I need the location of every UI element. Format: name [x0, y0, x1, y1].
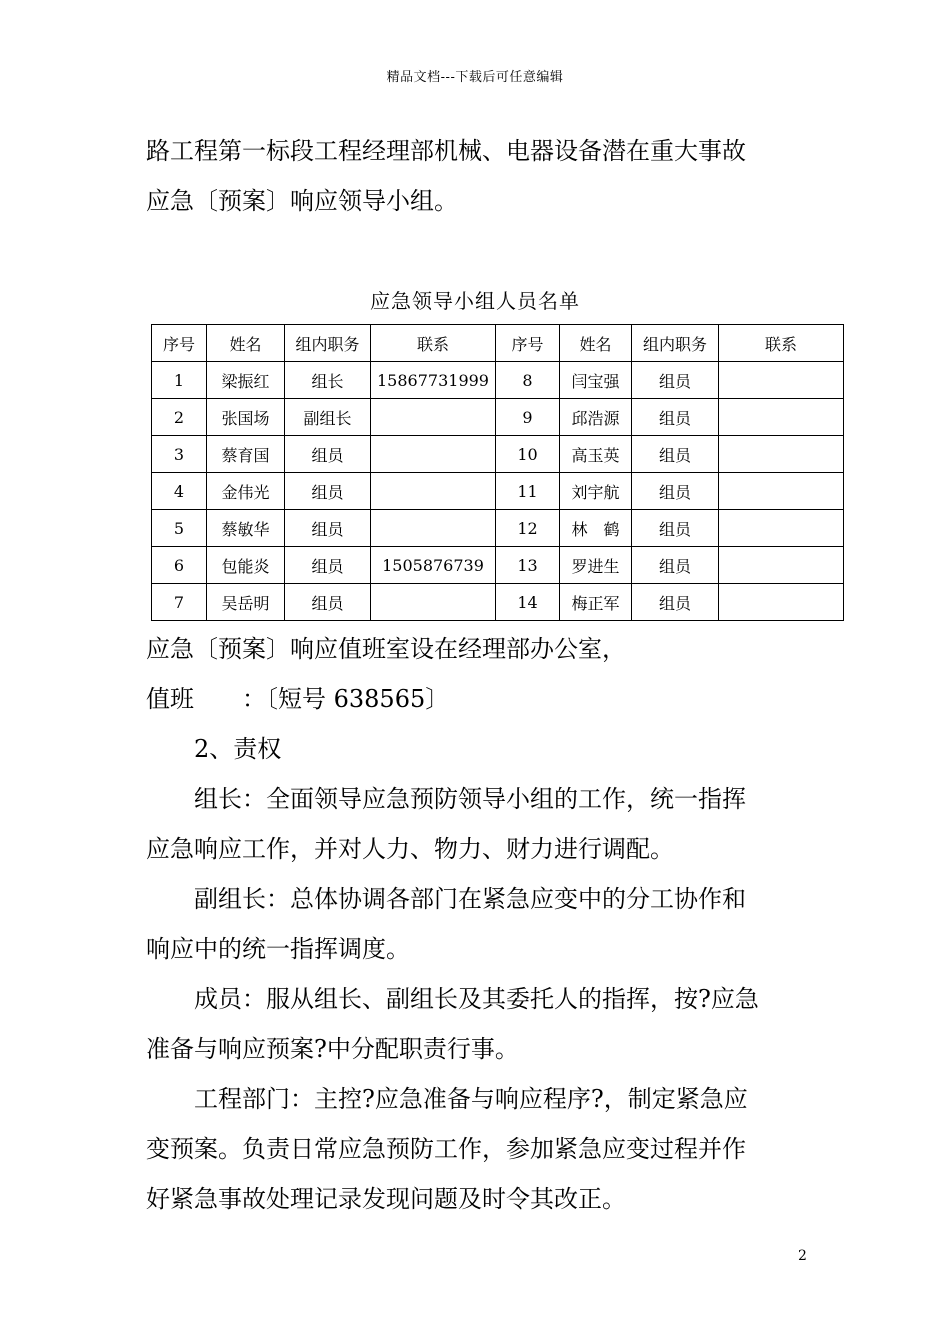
- table-row: [152, 547, 844, 584]
- table-cell: 蔡育国: [207, 436, 285, 473]
- table-row: [152, 362, 844, 399]
- table-cell: [719, 584, 844, 621]
- table-cell: 组员: [632, 473, 719, 510]
- table-row: [152, 473, 844, 510]
- table-cell: 组员: [285, 510, 371, 547]
- section-title: 2、责权: [194, 735, 282, 763]
- deputy-para-line-2: 响应中的统一指挥调度。: [146, 935, 410, 963]
- header-cell: 姓名: [560, 325, 632, 362]
- table-cell: 8: [496, 362, 560, 399]
- table-cell: 刘宇航: [560, 473, 632, 510]
- table-cell: 蔡敏华: [207, 510, 285, 547]
- table-cell: 7: [152, 584, 207, 621]
- table-cell: 9: [496, 399, 560, 436]
- table-cell: 6: [152, 547, 207, 584]
- table-row: [152, 399, 844, 436]
- header-cell: 姓名: [207, 325, 285, 362]
- table-cell: 组员: [632, 547, 719, 584]
- member-para-line-2: 准备与响应预案?中分配职责行事。: [146, 1035, 519, 1063]
- eng-para-line-2: 变预案。负责日常应急预防工作，参加紧急应变过程并作: [146, 1135, 746, 1163]
- table-cell: 10: [496, 436, 560, 473]
- leader-para-line-2: 应急响应工作，并对人力、物力、财力进行调配。: [146, 835, 674, 863]
- member-para-line-1: 成员：服从组长、副组长及其委托人的指挥，按?应急: [194, 985, 759, 1013]
- table-header-row: [152, 325, 844, 362]
- intro-line-1: 路工程第一标段工程经理部机械、电器设备潜在重大事故: [146, 137, 746, 165]
- table-cell: 4: [152, 473, 207, 510]
- duty-room-line: 应急〔预案〕响应值班室设在经理部办公室，: [146, 635, 626, 663]
- leader-para-line-1: 组长：全面领导应急预防领导小组的工作，统一指挥: [194, 785, 746, 813]
- table-cell: [719, 399, 844, 436]
- table-cell: 组员: [285, 436, 371, 473]
- header-cell: 联系: [719, 325, 844, 362]
- table-cell: 15867731999: [371, 362, 496, 399]
- table-cell: 吴岳明: [207, 584, 285, 621]
- table-row: [152, 436, 844, 473]
- header-cell: 联系: [371, 325, 496, 362]
- table-cell: 梅正军: [560, 584, 632, 621]
- table-cell: 5: [152, 510, 207, 547]
- table-cell: 组员: [632, 399, 719, 436]
- table-cell: 邱浩源: [560, 399, 632, 436]
- header-cell: 序号: [496, 325, 560, 362]
- intro-line-2: 应急〔预案〕响应领导小组。: [146, 187, 458, 215]
- table-cell: 1: [152, 362, 207, 399]
- table-cell: 组员: [632, 510, 719, 547]
- table-cell: 1505876739: [371, 547, 496, 584]
- table-cell: [371, 399, 496, 436]
- table-cell: 组员: [285, 584, 371, 621]
- table-cell: 2: [152, 399, 207, 436]
- table-row: [152, 510, 844, 547]
- table-cell: [371, 584, 496, 621]
- table-cell: 组员: [285, 547, 371, 584]
- header-cell: 序号: [152, 325, 207, 362]
- table-cell: 副组长: [285, 399, 371, 436]
- table-cell: 14: [496, 584, 560, 621]
- table-cell: 组员: [632, 436, 719, 473]
- table-cell: 组长: [285, 362, 371, 399]
- table-cell: 梁振红: [207, 362, 285, 399]
- table-cell: 张国场: [207, 399, 285, 436]
- table-cell: [719, 362, 844, 399]
- roster-table: [151, 324, 844, 621]
- table-cell: 13: [496, 547, 560, 584]
- page-number: 2: [798, 1248, 807, 1264]
- eng-para-line-3: 好紧急事故处理记录发现问题及时令其改正。: [146, 1185, 626, 1213]
- table-cell: [371, 436, 496, 473]
- table-cell: [719, 547, 844, 584]
- table-cell: 11: [496, 473, 560, 510]
- table-cell: 12: [496, 510, 560, 547]
- table-cell: 金伟光: [207, 473, 285, 510]
- table-cell: 高玉英: [560, 436, 632, 473]
- table-cell: 3: [152, 436, 207, 473]
- eng-para-line-1: 工程部门：主控?应急准备与响应程序?，制定紧急应: [194, 1085, 748, 1113]
- table-cell: 罗进生: [560, 547, 632, 584]
- deputy-para-line-1: 副组长：总体协调各部门在紧急应变中的分工协作和: [194, 885, 746, 913]
- table-cell: 组员: [632, 584, 719, 621]
- table-cell: [719, 436, 844, 473]
- header-cell: 组内职务: [632, 325, 719, 362]
- table-cell: 组员: [285, 473, 371, 510]
- table-cell: 组员: [632, 362, 719, 399]
- table-title: 应急领导小组人员名单: [370, 289, 580, 313]
- page-header: 精品文档---下载后可任意编辑: [386, 70, 564, 85]
- table-row: [152, 584, 844, 621]
- table-cell: [719, 473, 844, 510]
- table-cell: [371, 473, 496, 510]
- table-cell: [719, 510, 844, 547]
- header-cell: 组内职务: [285, 325, 371, 362]
- table-cell: [371, 510, 496, 547]
- table-cell: 闫宝强: [560, 362, 632, 399]
- duty-phone-line: 值班 ：〔短号 638565〕: [146, 685, 450, 713]
- table-cell: 包能炎: [207, 547, 285, 584]
- table-cell: 林 鹤: [560, 510, 632, 547]
